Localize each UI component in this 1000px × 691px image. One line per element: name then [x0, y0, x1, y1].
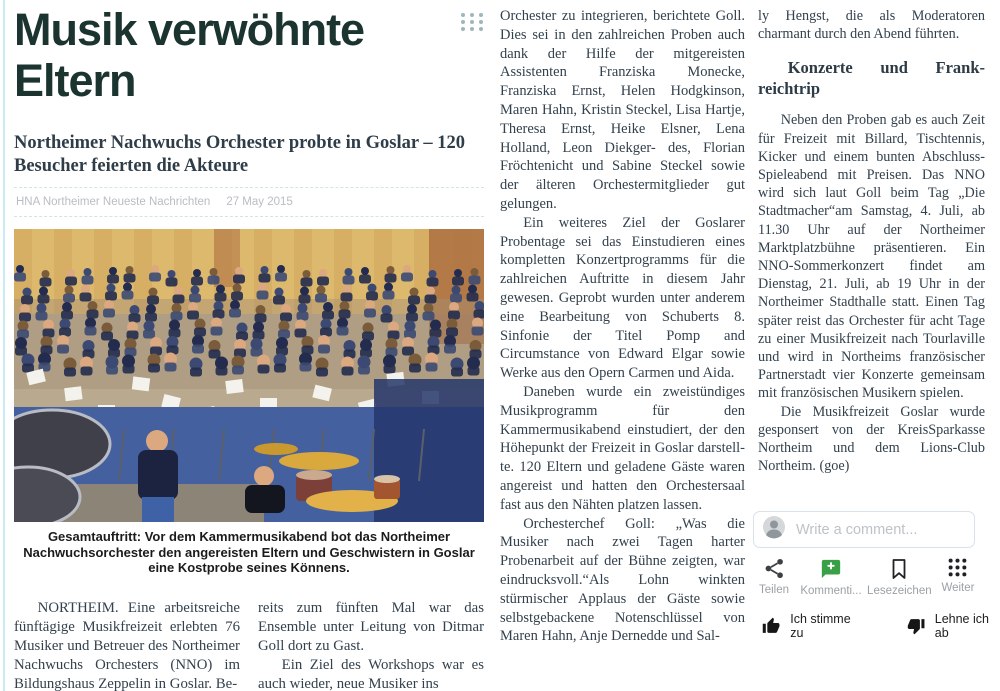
- comment-box[interactable]: [753, 511, 975, 548]
- publish-date: 27 May 2015: [226, 196, 293, 208]
- paragraph: ly Hengst, die als Moderatoren charmant durch den Abend führten.: [758, 8, 985, 43]
- body-column-middle: [500, 7, 745, 691]
- agree-label: Ich stimme zu: [790, 612, 851, 640]
- comment-add-icon: [820, 558, 842, 580]
- section-heading: [758, 57, 985, 99]
- grid-dots-icon[interactable]: [460, 12, 484, 32]
- comment-input[interactable]: [794, 521, 966, 539]
- bookmark-icon: [889, 558, 909, 580]
- article-title: Musik verwöhnte Eltern: [14, 4, 365, 106]
- action-bar: [753, 558, 979, 597]
- page-edge-line: [3, 0, 5, 691]
- reject-button[interactable]: [907, 612, 1000, 640]
- orchestra-photo-illustration: [14, 229, 484, 522]
- share-button[interactable]: [753, 558, 795, 597]
- thumb-down-icon: [907, 616, 925, 636]
- avatar: [762, 515, 786, 544]
- more-label: Weiter: [941, 582, 975, 594]
- paragraph: Orchesterchef Goll: „Was die Musiker nach zwei Tagen harter Probenarbeit auf der Bühne zeigten, war eindrucksvoll.“Als Lohn winkten stürmischer Applaus der Gäste sowie selbstgebackene Notenschlüssel von Maren Hahn, Anje Dernedde und Sal-: [500, 515, 745, 645]
- body-column-right: [758, 7, 985, 507]
- article-photo: [14, 229, 484, 522]
- article-header-block: [14, 0, 484, 691]
- thumb-up-icon: [762, 616, 780, 636]
- bookmark-label: Lesezeichen: [867, 585, 932, 597]
- body-column-left-1: [14, 599, 240, 691]
- body-columns-left: [14, 599, 484, 691]
- byline: [14, 187, 484, 217]
- paragraph: Die Musikfreizeit Goslar wurde gesponsert von der KreisSparkasse Northeim und dem Lions-Club Northeim. (goe): [758, 403, 985, 475]
- paragraph: Orchester zu integrieren, berichtete Goll. Dies sei in den zahlreichen Proben auch dank der Hilfe der mitgereisten Assistenten Franziska Monecke, Franziska Ernst, Helen Hodgkinson, Maren Hahn, Kristin Steckel, Lisa Hartje, Theresa Ernst, Heike Elsner, Lena Holland, Leon Diekger- des, Florian Fröchtenicht und Sabine Steckel sowie der älteren Orchestermitglieder gut gelungen.: [500, 8, 745, 212]
- user-avatar-icon: [762, 515, 786, 539]
- agree-button[interactable]: [762, 612, 861, 640]
- vote-bar: [762, 612, 1000, 640]
- reject-label: Lehne ich ab: [934, 612, 989, 640]
- share-icon: [764, 558, 785, 579]
- share-label: Teilen: [758, 584, 790, 596]
- source-name: HNA Northeimer Neueste Nachrichten: [16, 196, 211, 208]
- paragraph: Neben den Proben gab es auch Zeit für Freizeit mit Billard, Tischtennis, Kicker und einem bunten Abschluss-Spieleabend mit Preisen. Das NNO wird sich laut Goll beim Tag „Die Stadtmacher“am Samstag, 4. Juli, ab 11.30 Uhr auf der Northeimer Marktplatzbühne präsentieren. Ein NNO-Sommerkonzert findet am Dienstag, 21. Juli, ab 19 Uhr in der Northeimer Stadthalle statt. Einen Tag später reist das Orchester für acht Tage zu einer Musikfreizeit nach Tourlaville und wird in Northeims französischer Partnerstadt vier Konzerte gemeinsam mit französischen Musikern spielen.: [758, 112, 985, 402]
- paragraph: Ein Ziel des Workshops war es auch wieder, neue Musiker ins: [258, 656, 484, 691]
- photo-caption: Gesamtauftritt: Vor dem Kammermusikabend bot das Northeimer Nachwuchsorchester den angereisten Eltern und Geschwistern in Goslar eine Kostprobe seines Könnens.: [23, 529, 475, 575]
- section-heading-line1: Konzerte und Frank-: [787, 58, 985, 78]
- more-button[interactable]: [937, 558, 979, 597]
- section-heading-line2: reichtrip: [758, 79, 821, 99]
- bookmark-button[interactable]: [867, 558, 932, 597]
- article-subtitle: Northeimer Nachwuchs Orchester probte in Goslar – 120 Besucher feierten die Akteure: [14, 133, 465, 176]
- body-column-left-2: [258, 599, 484, 691]
- paragraph: Ein weiteres Ziel der Goslarer Probentage sei das Einstudieren eines kompletten Konzertprogramms für die zahlreichen Auftritte in diesem Jahr gewesen. Geprobt wurden unter anderem eine Bearbeitung von Schuberts 8. Sinfonie der Titel Pomp and Circumstance von Edward Elgar sowie Werke aus den Opern Carmen und Aida.: [500, 214, 745, 382]
- grid-dots-icon: [948, 558, 967, 577]
- paragraph: NORTHEIM. Eine arbeitsreiche fünftägige Musikfreizeit erlebten 76 Musiker und Betreuer des Northeimer Nachwuchs Orchesters (NNO) im Bildungshaus Zeppelin in Goslar. Be-: [14, 599, 240, 691]
- paragraph: reits zum fünften Mal war das Ensemble unter Leitung von Ditmar Goll dort zu Gast.: [258, 599, 484, 654]
- paragraph: Daneben wurde ein zweistündiges Musikprogramm für den Kammermusikabend einstudiert, der den Höhepunkt der Freizeit in Goslar darstell- te. 120 Eltern und geladene Gäste waren angereist und hatten den Orchestersaal fast aus den Nähten platzen lassen.: [500, 383, 745, 513]
- comment-label: Kommenti...: [800, 585, 862, 597]
- comment-button[interactable]: [800, 558, 861, 597]
